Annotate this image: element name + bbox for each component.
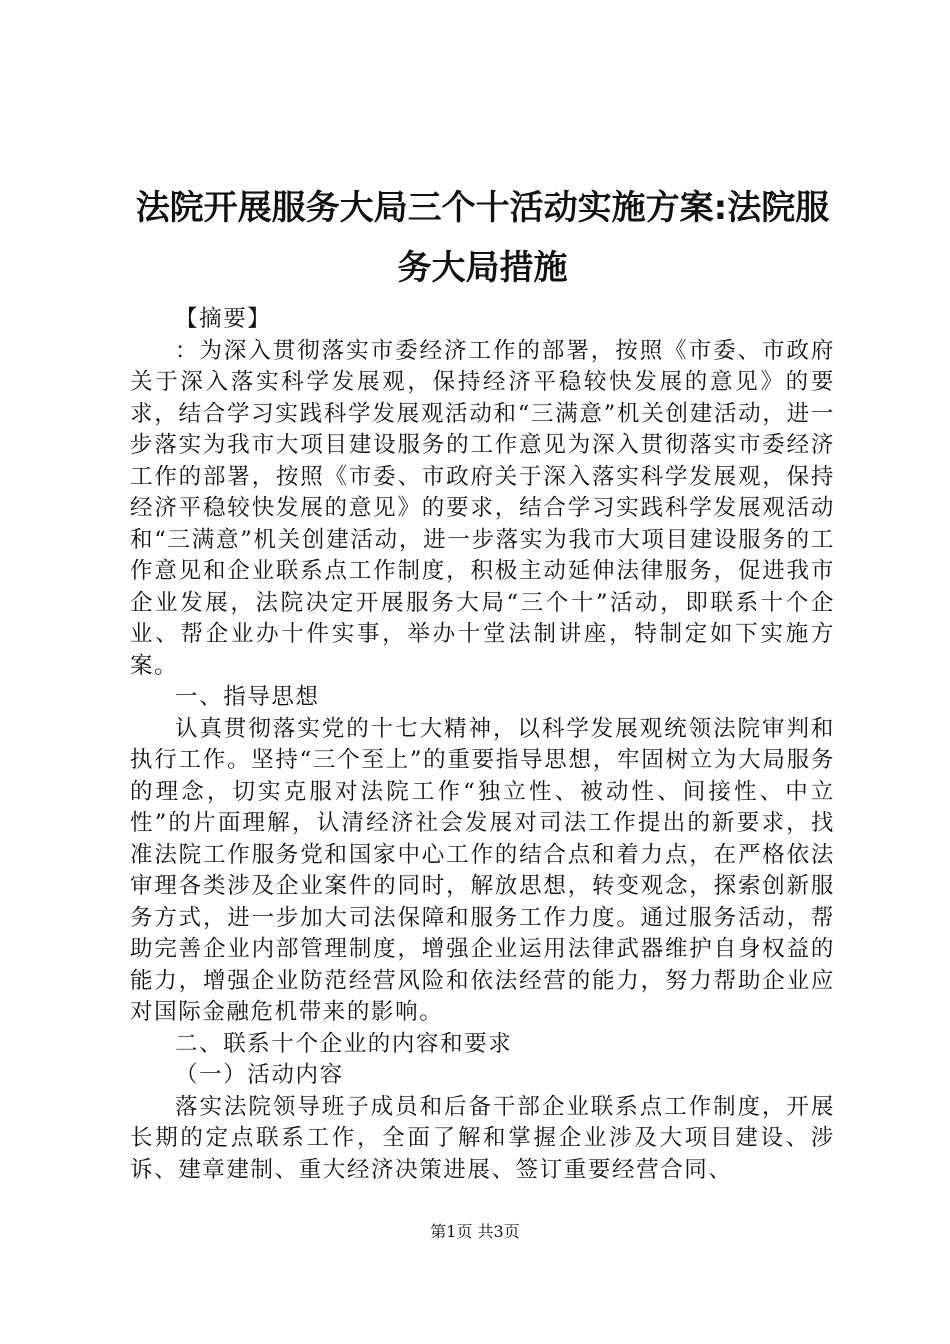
document-body <box>130 304 835 1186</box>
abstract-heading: 【摘要】 <box>175 306 272 332</box>
paragraph-abstract: ：为深入贯彻落实市委经济工作的部署，按照《市委、市政府关于深入落实科学发展观，保持经济平稳较快发展的意见》的要求，结合学习实践科学发展观活动和“三满意”机关创建活动，进一步落实为我市大项目建设服务的工作意见为深入贯彻落实市委经济工作的部署，按照《市委、市政府关于深入落实科学发展观，保持经济平稳较快发展的意见》的要求，结合学习实践科学发展观活动和“三满意”机关创建活动，进一步落实为我市大项目建设服务的工作意见和企业联系点工作制度，积极主动延伸法律服务，促进我市企业发展，法院决定开展服务大局“三个十”活动，即联系十个企业、帮企业办十件实事，举办十堂法制讲座，特制定如下实施方案。 <box>130 337 835 679</box>
section-heading-guiding-ideology: 一、指导思想 <box>175 684 320 710</box>
page-footer: 第1页 共3页 <box>430 1222 520 1241</box>
document-page <box>130 178 835 1186</box>
paragraph-activity-content: 落实法院领导班子成员和后备干部企业联系点工作制度，开展长期的定点联系工作，全面了解和掌握企业涉及大项目建设、涉诉、建章建制、重大经济决策进展、签订重要经营合同、 <box>130 1093 835 1183</box>
section-heading-contact-enterprises: 二、联系十个企业的内容和要求 <box>175 1030 513 1057</box>
paragraph-guiding-ideology: 认真贯彻落实党的十七大精神，以科学发展观统领法院审判和执行工作。坚持“三个至上”的重要指导思想，牢固树立为大局服务的理念，切实克服对法院工作“独立性、被动性、间接性、中立性”的片面理解，认清经济社会发展对司法工作提出的新要求，找准法院工作服务党和国家中心工作的结合点和着力点，在严格依法审理各类涉及企业案件的同时，解放思想，转变观念，探索创新服务方式，进一步加大司法保障和服务工作力度。通过服务活动，帮助完善企业内部管理制度，增强企业运用法律武器维护自身权益的能力，增强企业防范经营风险和依法经营的能力，努力帮助企业应对国际金融危机带来的影响。 <box>130 715 835 1025</box>
document-title: 法院开展服务大局三个十活动实施方案:法院服务大局措施 <box>135 188 830 288</box>
subsection-heading-activity-content: （一）活动内容 <box>175 1062 344 1088</box>
